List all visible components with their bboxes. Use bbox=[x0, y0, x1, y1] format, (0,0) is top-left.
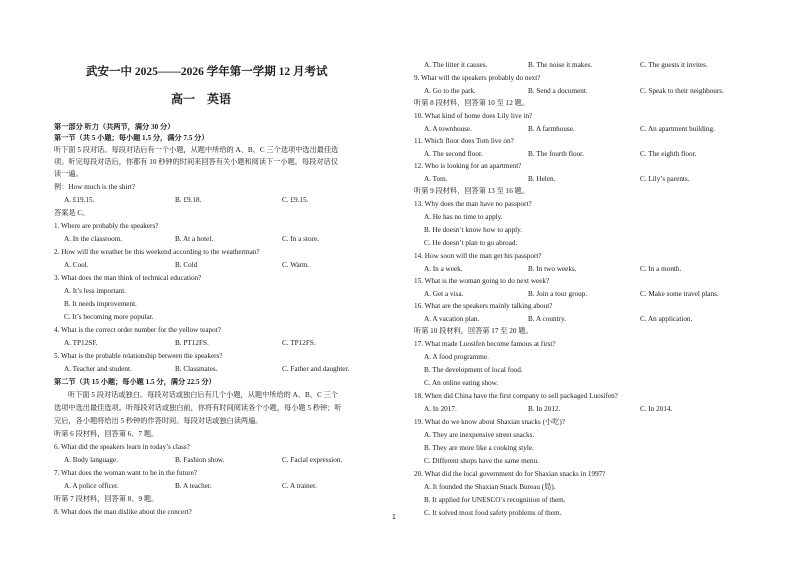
option-row bbox=[424, 290, 774, 300]
instruction-line: 听下面 5 段对话。每段对话后有一个小题，从题中所给的 A、B、C 三个选项中选出最佳选 bbox=[54, 146, 339, 154]
option-b: B. At a hotel. bbox=[175, 235, 214, 243]
option-b: B. Helen. bbox=[528, 175, 556, 183]
option-a: A. Go to the park. bbox=[424, 87, 476, 95]
option-b: B. £9.18. bbox=[175, 196, 202, 204]
question: 9. What will the speakers probably do next? bbox=[414, 74, 541, 82]
example-question: 例：How much is the shirt? bbox=[54, 183, 136, 191]
option-c: C. He doesn’t plan to go abroad. bbox=[424, 239, 518, 247]
option-row bbox=[424, 150, 774, 160]
part-one-heading: 第一部分 听力（共两节，满分 30 分） bbox=[54, 123, 175, 131]
question: 7. What does the woman want to be in the future? bbox=[54, 469, 197, 477]
option-row bbox=[64, 235, 384, 245]
option-a: A. In the classroom. bbox=[64, 235, 123, 243]
instruction-line: 项。听完每段对话后，你都有 10 秒钟的时间来回答有关小题和阅读下一小题。每段对话仅 bbox=[54, 158, 338, 166]
question: 19. What do we know about Shaxian snacks (小吃)? bbox=[414, 418, 565, 426]
option-row bbox=[64, 196, 384, 206]
option-a: A. It founded the Shaxian Snack Bureau (局). bbox=[424, 483, 556, 491]
question: 14. How soon will the man get his passport? bbox=[414, 252, 542, 260]
option-c: C. Speak to their neighbours. bbox=[640, 87, 724, 95]
option-row bbox=[424, 175, 774, 185]
option-b: B. A teacher. bbox=[175, 482, 212, 490]
option-row bbox=[64, 365, 384, 375]
option-a: A. In a week. bbox=[424, 265, 463, 273]
example-answer: 答案是 C。 bbox=[54, 209, 90, 217]
option-b: B. It needs improvement. bbox=[64, 300, 137, 308]
option-b: B. Fashion show. bbox=[175, 456, 225, 464]
option-c: C. It’s becoming more popular. bbox=[64, 313, 154, 321]
option-a: A. A townhouse. bbox=[424, 125, 472, 133]
instruction-line: 完后，各小题将给出 5 秒钟的作答时间。每段对话或独白读两遍。 bbox=[54, 417, 263, 425]
question: 15. What is the woman going to do next week? bbox=[414, 277, 550, 285]
option-row bbox=[424, 87, 774, 97]
option-b: B. The development of local food. bbox=[424, 366, 523, 374]
option-b: B. In 2012. bbox=[528, 405, 561, 413]
option-a: A. A vacation plan. bbox=[424, 315, 480, 323]
question: 1. Where are probably the speakers? bbox=[54, 222, 159, 230]
option-a: A. The litter it causes. bbox=[424, 61, 488, 69]
option-c: C. The guests it invites. bbox=[640, 61, 708, 69]
option-c: C. An application. bbox=[640, 315, 693, 323]
option-b: B. The noise it makes. bbox=[528, 61, 593, 69]
option-row bbox=[64, 261, 384, 271]
option-a: A. A police officer. bbox=[64, 482, 119, 490]
option-b: B. The fourth floor. bbox=[528, 150, 584, 158]
option-c: C. Different shops have the same menu. bbox=[424, 457, 539, 465]
option-c: C. Father and daughter. bbox=[282, 365, 350, 373]
option-a: A. In 2017. bbox=[424, 405, 457, 413]
option-row bbox=[424, 61, 774, 71]
option-c: C. Make some travel plans. bbox=[640, 290, 719, 298]
option-c: C. An online eating show. bbox=[424, 379, 499, 387]
option-b: B. A country. bbox=[528, 315, 566, 323]
option-a: A. Body language. bbox=[64, 456, 118, 464]
page-number: 1 bbox=[392, 514, 396, 521]
option-a: A. Cool. bbox=[64, 261, 89, 269]
option-b: B. It applied for UNESCO’s recognition of them. bbox=[424, 496, 566, 504]
option-a: A. It’s less important. bbox=[64, 287, 127, 295]
question: 16. What are the speakers mainly talking about? bbox=[414, 302, 553, 310]
option-a: A. Teacher and student. bbox=[64, 365, 132, 373]
material-instruction: 听第 7 段材料，回答第 8、9 题。 bbox=[54, 495, 159, 503]
instruction-line: 选项中选出最佳选项。听每段对话或独白前，你将有时间阅读各个小题，每小题 5 秒钟；听 bbox=[54, 404, 342, 412]
material-instruction: 听第 10 段材料，回答第 17 至 20 题。 bbox=[414, 327, 533, 335]
section-one-heading: 第一节（共 5 小题；每小题 1.5 分，满分 7.5 分） bbox=[54, 134, 209, 142]
question: 10. What kind of home does Lily live in? bbox=[414, 112, 533, 120]
option-b: B. PT12FS. bbox=[175, 339, 209, 347]
option-a: A. The second floor. bbox=[424, 150, 483, 158]
option-c: C. Lily’s parents. bbox=[640, 175, 690, 183]
question: 4. What is the correct order number for the yellow teapot? bbox=[54, 326, 221, 334]
option-c: C. It solved most food safety problems of them. bbox=[424, 509, 562, 517]
option-b: B. He doesn’t know how to apply. bbox=[424, 226, 523, 234]
exam-title: 武安一中 2025——2026 学年第一学期 12 月考试 bbox=[86, 66, 328, 78]
option-row bbox=[424, 405, 774, 415]
option-a: A. They are inexpensive street snacks. bbox=[424, 431, 535, 439]
option-c: C. Warm. bbox=[282, 261, 310, 269]
question: 11. Which floor does Tom live on? bbox=[414, 137, 514, 145]
material-instruction: 听第 6 段材料，回答第 6、7 题。 bbox=[54, 430, 159, 438]
option-b: B. A farmhouse. bbox=[528, 125, 575, 133]
question: 18. When did China have the first company to sell packaged Luosifen? bbox=[414, 392, 618, 400]
question: 6. What did the speakers learn in today’s class? bbox=[54, 443, 190, 451]
option-row bbox=[424, 265, 774, 275]
option-row bbox=[424, 315, 774, 325]
exam-subtitle: 高一 英语 bbox=[171, 92, 232, 106]
option-c: C. An apartment building. bbox=[640, 125, 715, 133]
instruction-line: 读一遍。 bbox=[54, 170, 83, 178]
section-two-heading: 第二节（共 15 小题；每小题 1.5 分，满分 22.5 分） bbox=[54, 378, 216, 386]
question: 8. What does the man dislike about the concert? bbox=[54, 508, 192, 516]
option-a: A. He has no time to apply. bbox=[424, 213, 503, 221]
option-c: C. In a month. bbox=[640, 265, 682, 273]
option-row bbox=[424, 125, 774, 135]
option-a: A. A food programme. bbox=[424, 353, 489, 361]
material-instruction: 听第 9 段材料，回答第 13 至 16 题。 bbox=[414, 187, 530, 195]
question: 3. What does the man think of technical education? bbox=[54, 274, 202, 282]
option-c: C. In 2014. bbox=[640, 405, 673, 413]
option-b: B. Send a document. bbox=[528, 87, 588, 95]
material-instruction: 听第 8 段材料，回答第 10 至 12 题。 bbox=[414, 99, 530, 107]
option-c: C. In a store. bbox=[282, 235, 319, 243]
question: 17. What made Luosifen become famous at first? bbox=[414, 340, 556, 348]
option-a: A. TP12SF. bbox=[64, 339, 98, 347]
instruction-line: 听下面 5 段对话或独白。每段对话或独白后有几个小题，从题中所给的 A、B、C 三个 bbox=[68, 391, 338, 399]
option-a: A. Tom. bbox=[424, 175, 448, 183]
option-row bbox=[64, 482, 384, 492]
option-a: A. Get a visa. bbox=[424, 290, 464, 298]
option-b: B. Classmates. bbox=[175, 365, 218, 373]
option-c: C. A trainer. bbox=[282, 482, 317, 490]
question: 13. Why does the man have no passport? bbox=[414, 200, 532, 208]
question: 20. What did the local government do for Shaxian snacks in 1997? bbox=[414, 470, 606, 478]
question: 5. What is the probable relationship between the speakers? bbox=[54, 352, 223, 360]
option-c: C. TP12FS. bbox=[282, 339, 316, 347]
option-c: C. £9.15. bbox=[282, 196, 309, 204]
option-b: B. Cold bbox=[175, 261, 198, 269]
option-b: B. In two weeks. bbox=[528, 265, 577, 273]
option-b: B. They are more like a cooking style. bbox=[424, 444, 534, 452]
option-b: B. Join a tour group. bbox=[528, 290, 588, 298]
option-row bbox=[64, 456, 384, 466]
question: 12. Who is looking for an apartment? bbox=[414, 162, 522, 170]
question: 2. How will the weather be this weekend according to the weatherman? bbox=[54, 248, 260, 256]
option-c: C. Facial expression. bbox=[282, 456, 343, 464]
option-c: C. The eighth floor. bbox=[640, 150, 697, 158]
option-a: A. £19.15. bbox=[64, 196, 95, 204]
option-row bbox=[64, 339, 384, 349]
